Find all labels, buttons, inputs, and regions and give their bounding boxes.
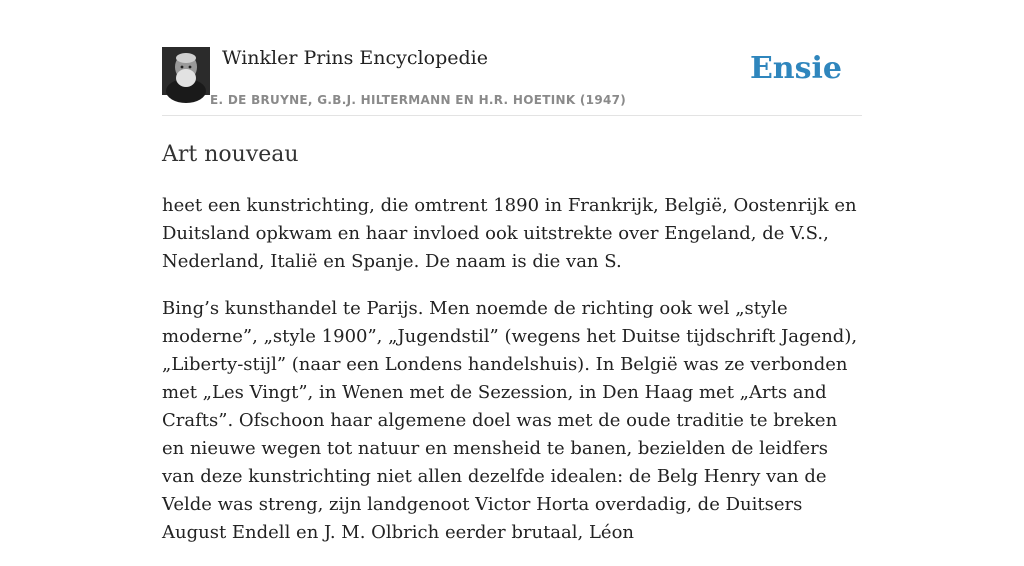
source-header [162, 0, 862, 116]
content-container [162, 0, 862, 543]
entry-title: Art nouveau [162, 142, 299, 167]
source-title[interactable]: Winkler Prins Encyclopedie [222, 47, 488, 69]
entry-body [162, 192, 862, 566]
portrait-icon [162, 47, 210, 95]
source-authors: E. DE BRUYNE, G.B.J. HILTERMANN EN H.R. HOETINK (1947) [210, 93, 627, 107]
author-portrait-avatar[interactable] [162, 47, 210, 95]
entry-paragraph: heet een kunstrichting, die omtrent 1890 in Frankrijk, België, Oostenrijk en Duitsland opkwam en haar invloed ook uitstrekte over Engeland, de V.S., Nederland, Italië en Spanje. De naam is die van S. [162, 195, 857, 272]
entry-paragraph: Bing’s kunsthandel te Parijs. Men noemde de richting ook wel „style moderne”, „style 1900”, „Jugendstil” (wegens het Duitse tijdschrift Jagend), „Liberty-stijl” (naar een Londens handelshuis). In België was ze verbonden met „Les Vingt”, in Wenen met de Sezession, in Den Haag met „Arts and Crafts”. Ofschoon haar algemene doel was met de oude traditie te breken en nieuwe wegen tot natuur en mensheid te banen, bezielden de leidfers van deze kunstrichting niet allen dezelfde idealen: de Belg Henry van de Velde was streng, zijn landgenoot Victor Horta overdadig, de Duitsers August Endell en J. M. Olbrich eerder brutaal, Léon [162, 298, 858, 543]
ensie-logo-link[interactable]: Ensie [749, 51, 842, 86]
